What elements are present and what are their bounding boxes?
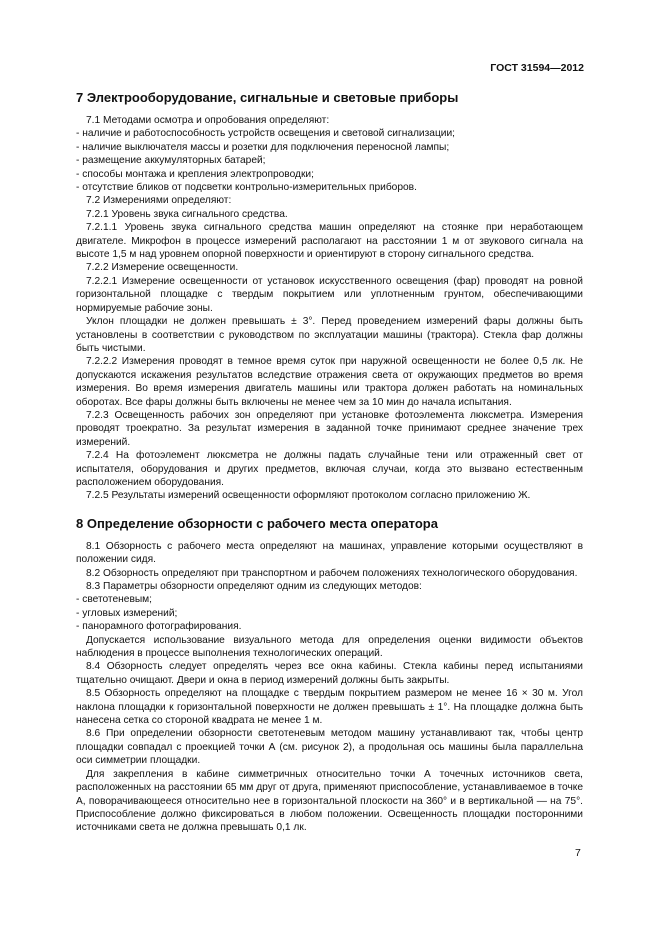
paragraph: 7.2.1.1 Уровень звука сигнального средства машин определяют на стоянке при неработающем двигателе. Микрофон в процессе измерений располагают на расстоянии 1 м от звукового сигнала на высоте 1,5 м над уровнем опорной поверхности и ориентируют в сторону сигнального средства. [76, 222, 583, 261]
list-item: - размещение аккумуляторных батарей; [76, 155, 266, 167]
page-number: 7 [575, 847, 581, 859]
paragraph: 8.4 Обзорность следует определять через все окна кабины. Стекла кабины перед испытаниями тщательно очищают. Двери и окна в период измерений должны быть закрыты. [76, 661, 583, 686]
list-item: - наличие и работоспособность устройств освещения и световой сигнализации; [76, 128, 456, 140]
list-item: - светотеневым; [76, 594, 153, 606]
paragraph: Уклон площадки не должен превышать ± 3°. Перед проведением измерений фары должны быть установлены в соответствии с руководством по эксплуатации машины (трактора). Стекла фар должны быть чистыми. [76, 316, 583, 354]
paragraph: Для закрепления в кабине симметричных относительно точки А точечных источников света, расположенных на расстоянии 65 мм друг от друга, применяют приспособление, устанавливаемое в точке А, поворачивающееся относительно нее в горизонтальной плоскости на 360° и в вертикальной — на 75°. Приспособление должно фиксироваться в любом положении. Освещенность площадки посторонними источниками света не должна превышать 0,1 лк. [76, 768, 583, 834]
section-7-title: 7 Электрооборудование, сигнальные и световые приборы [76, 90, 459, 105]
paragraph: 8.1 Обзорность с рабочего места определяют на машинах, управление которыми осуществляют в положении сидя. [76, 540, 583, 566]
paragraph: 7.2.2 Измерение освещенности. [86, 262, 239, 274]
list-item: - угловых измерений; [76, 607, 178, 619]
page-content [76, 88, 583, 835]
list-item: - отсутствие бликов от подсветки контрольно-измерительных приборов. [76, 182, 417, 194]
paragraph: 7.2.2.2 Измерения проводят в темное время суток при наружной освещенности не более 0,5 лк. Не допускаются искажения результатов вследствие отражения света от окружающих предметов во время измерения. Во время измерения двигатель машины или трактора должен работать на номинальных оборотах. Все фары должны быть включены не менее чем за 10 мин до начала испытания. [76, 356, 583, 408]
paragraph: 7.2 Измерениями определяют: [86, 195, 232, 207]
section-8-title: 8 Определение обзорности с рабочего места оператора [76, 515, 438, 531]
paragraph: 8.2 Обзорность определяют при транспортном и рабочем положениях технологического оборудования. [86, 567, 578, 579]
list-item: - способы монтажа и крепления электропроводки; [76, 168, 314, 180]
paragraph: Допускается использование визуального метода для определения оценки видимости объектов наблюдения в процессе выполнения технологических операций. [76, 634, 583, 660]
paragraph: 7.2.3 Освещенность рабочих зон определяют при установке фотоэлемента люксметра. Измерения проводят троекратно. За результат измерения в заданной точке принимают среднее значение трех измерений. [76, 409, 583, 448]
paragraph: 7.2.1 Уровень звука сигнального средства. [86, 208, 288, 220]
paragraph: 8.6 При определении обзорности светотеневым методом машину устанавливают так, чтобы центр площадки совпадал с проекцией точки А (см. рисунок 2), а продольная ось машины была параллельна оси симметрии площадки. [76, 728, 583, 767]
paragraph: 7.2.2.1 Измерение освещенности от установок искусственного освещения (фар) проводят на ровной горизонтальной площадке с твердым покрытием или уплотненным грунтом, обеспечивающими нормируемые рабочие зоны. [76, 275, 583, 314]
paragraph: 8.5 Обзорность определяют на площадке с твердым покрытием размером не менее 16 × 30 м. Угол наклона площадки к горизонтальной поверхности не должен превышать ± 1°. На площадке должна быть нанесена сетка со стороной квадрата не менее 1 м. [76, 688, 583, 727]
paragraph: 8.3 Параметры обзорности определяют одним из следующих методов: [86, 581, 422, 592]
paragraph: 7.1 Методами осмотра и опробования определяют: [86, 115, 330, 126]
paragraph: 7.2.4 На фотоэлемент люксметра не должны падать случайные тени или отраженный свет от испытателя, оборудования и других предметов, включая случаи, когда это вызвано естественным расположением оборудования. [76, 450, 583, 488]
list-item: - наличие выключателя массы и розетки для подключения переносной лампы; [76, 141, 450, 153]
list-item: - панорамного фотографирования. [76, 621, 242, 633]
document-code: ГОСТ 31594—2012 [490, 62, 584, 74]
paragraph: 7.2.5 Результаты измерений освещенности оформляют протоколом согласно приложению Ж. [86, 490, 531, 502]
